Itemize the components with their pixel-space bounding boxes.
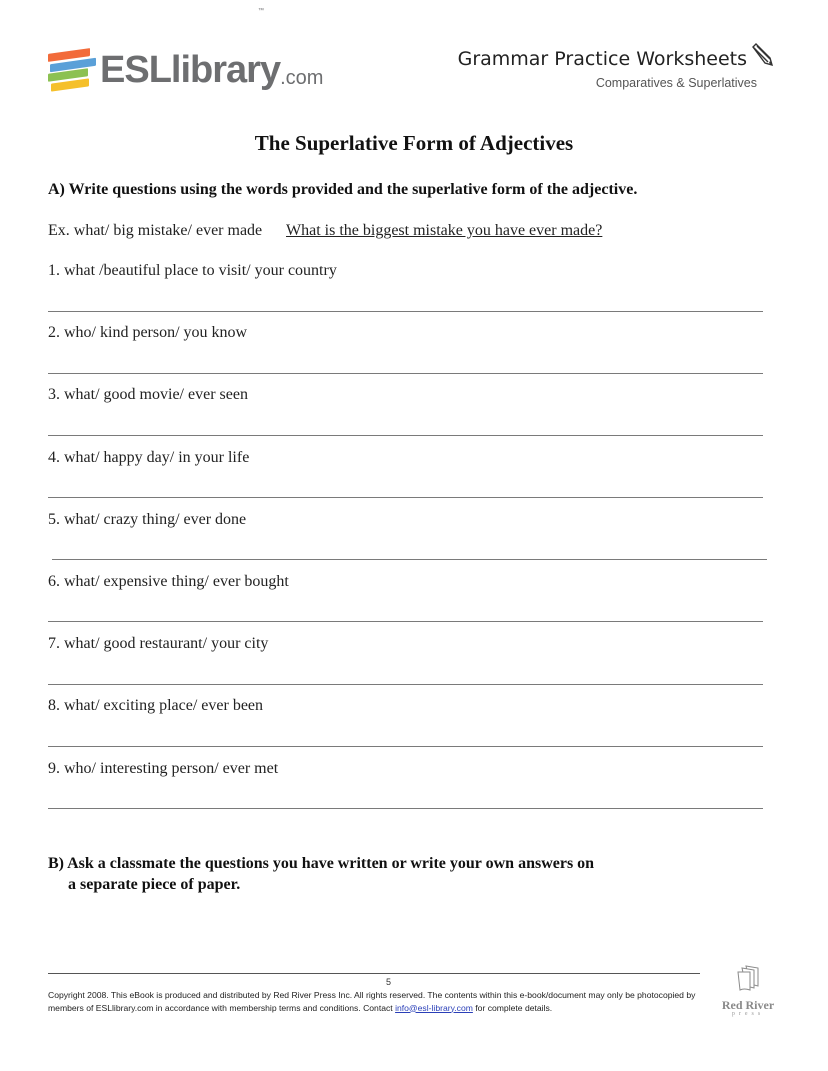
esl-library-logo [48,46,323,94]
answer-line-6[interactable] [48,621,763,622]
answer-line-8[interactable] [48,746,763,747]
worksheet-title: The Superlative Form of Adjectives [254,131,574,155]
question-8: 8. what/ exciting place/ ever been [48,697,264,714]
series-subtitle: Comparatives & Superlatives [595,76,757,90]
footer-divider [48,973,700,974]
logo-suffix: .com [280,66,324,89]
trademark-symbol: ™ [258,8,264,14]
question-7: 7. what/ good restaurant/ your city [48,635,269,652]
question-4: 4. what/ happy day/ in your life [48,449,250,466]
answer-line-3[interactable] [48,435,763,436]
question-5: 5. what/ crazy thing/ ever done [48,511,247,528]
question-2: 2. who/ kind person/ you know [48,324,248,341]
answer-line-5[interactable] [52,559,767,560]
example-prompt: Ex. what/ big mistake/ ever made [48,222,263,239]
logo-text: ESLlibrary [100,49,281,91]
publisher-sub: press [731,1011,765,1017]
part-b-line-1: B) Ask a classmate the questions you have written or write your own answers on [48,855,595,872]
red-river-press-logo [716,964,780,1020]
answer-line-2[interactable] [48,373,763,374]
answer-line-1[interactable] [48,311,763,312]
question-9: 9. who/ interesting person/ ever met [48,760,279,777]
pages-icon [728,964,768,994]
contact-email-link[interactable]: info@esl-library.com [395,1002,473,1013]
question-1: 1. what /beautiful place to visit/ your country [48,262,337,279]
part-a-instruction: A) Write questions using the words provided and the superlative form of the adjective. [48,181,638,198]
question-3: 3. what/ good movie/ ever seen [48,386,248,403]
pencil-icon [748,42,774,68]
example-answer: What is the biggest mistake you have ever made? [286,222,603,239]
books-stack-icon [48,47,96,93]
part-b-line-2: a separate piece of paper. [68,876,241,893]
answer-line-9[interactable] [48,808,763,809]
copyright-text: Copyright 2008. This eBook is produced and distributed by Red River Press Inc. All rights reserved. The contents within this e-book/document may only be photocopied by members of ESLlibrary.com in accordance with membership terms and conditions. Contact [48,990,696,1013]
question-6: 6. what/ expensive thing/ ever bought [48,573,289,590]
answer-line-4[interactable] [48,497,763,498]
part-b-instruction [48,853,594,895]
copyright-text-end: for complete details. [472,1002,553,1013]
copyright-notice [48,989,718,1014]
page-number: 5 [386,977,392,987]
series-title: Grammar Practice Worksheets [457,48,747,70]
publisher-name: Red River [721,998,775,1012]
answer-line-7[interactable] [48,684,763,685]
